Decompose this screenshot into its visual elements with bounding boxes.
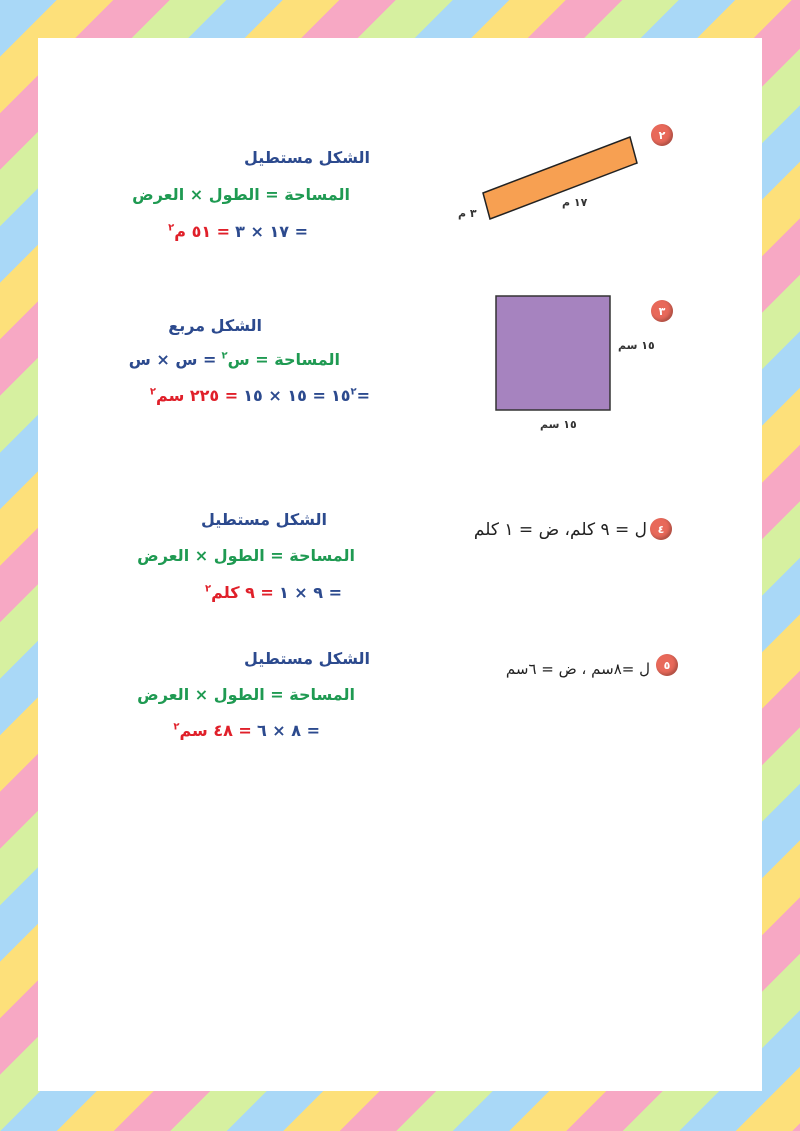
problem-5-badge: ٥ [656, 654, 678, 676]
problem-3-calc-mid: = ١٥ × ١٥ [243, 386, 326, 405]
problem-4-calculation [190, 583, 342, 602]
problem-3-result: = ٢٢٥ سم$^٢$ [149, 386, 239, 405]
problem-4-formula: المساحة = الطول × العرض [137, 546, 355, 565]
problem-3-formula-sup: ٢ [221, 350, 228, 362]
square-bottom-label: ١٥ سم [540, 418, 577, 431]
problem-4-result: = ٩ كلم$^٢$ [205, 583, 274, 602]
problem-2-formula: المساحة = الطول × العرض [132, 185, 350, 204]
problem-3-shape-title: الشكل مربع [168, 316, 262, 335]
problem-3-calculation [132, 386, 370, 405]
problem-4-badge: ٤ [650, 518, 672, 540]
rectangle-length-label: ١٧ م [562, 196, 588, 209]
problem-4-calc: = ٩ × ١ [278, 583, 342, 602]
purple-square [496, 296, 610, 410]
problem-4-given: ل = ٩ كلم، ض = ١ كلم [473, 520, 647, 540]
rectangle-width-label: ٣ م [458, 207, 477, 220]
problem-3-formula-rest: = س × س [128, 350, 217, 369]
problem-3-calc-sup: ٢ [350, 386, 357, 398]
problem-5-result: = ٤٨ سم$^٢$ [173, 721, 252, 740]
problem-2-shape-title: الشكل مستطيل [243, 148, 370, 167]
problem-2-result: = ٥١ م$^٢$ [168, 222, 231, 241]
square-figure [494, 294, 614, 414]
problem-5-given: ل =٨سم ، ض = ٦سم [505, 660, 650, 678]
problem-2-badge: ٢ [651, 124, 673, 146]
problem-2-calculation [148, 222, 308, 241]
problem-3-badge: ٣ [651, 300, 673, 322]
problem-5-calc: = ٨ × ٦ [256, 721, 320, 740]
orange-rectangle [483, 137, 637, 219]
problem-3-calc-lead: =١٥ [330, 386, 370, 405]
square-side-label: ١٥ سم [618, 339, 655, 352]
problem-3-formula [128, 350, 340, 369]
problem-5-formula: المساحة = الطول × العرض [137, 685, 355, 704]
problem-4-shape-title: الشكل مستطيل [200, 510, 327, 529]
problem-5-calculation [165, 721, 320, 740]
problem-3-formula-main: المساحة = س [227, 350, 340, 369]
problem-2-calc: = ١٧ × ٣ [235, 222, 308, 241]
rectangle-figure [470, 130, 640, 230]
problem-5-shape-title: الشكل مستطيل [243, 649, 370, 668]
